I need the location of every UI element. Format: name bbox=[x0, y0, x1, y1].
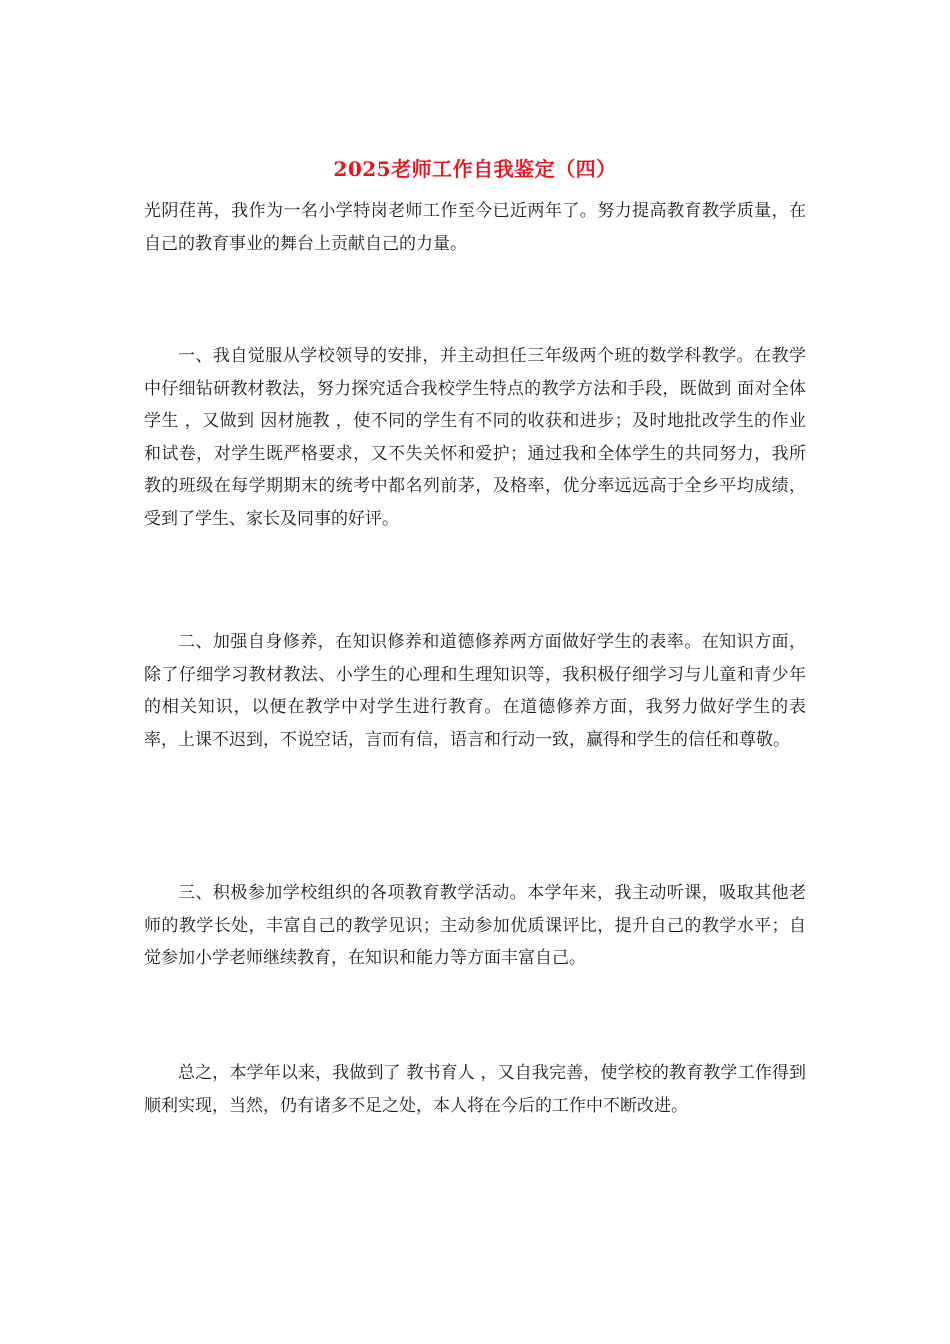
paragraph-3: 三、积极参加学校组织的各项教育教学活动。本学年来，我主动听课，吸取其他老师的教学长处，丰富自己的教学见识；主动参加优质课评比，提升自己的教学水平；自觉参加小学老师继续教育，在知识和能力等方面丰富自己。 bbox=[144, 883, 806, 968]
intro-paragraph: 光阴荏苒，我作为一名小学特岗老师工作至今已近两年了。努力提高教育教学质量，在自己的教育事业的舞台上贡献自己的力量。 bbox=[144, 201, 806, 254]
paragraph-4: 总之，本学年以来，我做到了 教书育人 ，又自我完善，使学校的教育教学工作得到顺利实现，当然，仍有诸多不足之处，本人将在今后的工作中不断改进。 bbox=[144, 1063, 806, 1116]
document-title: 2025老师工作自我鉴定（四） bbox=[333, 157, 617, 181]
paragraph-2: 二、加强自身修养，在知识修养和道德修养两方面做好学生的表率。在知识方面，除了仔细学习教材教法、小学生的心理和生理知识等，我积极仔细学习与儿童和青少年的相关知识，以便在教学中对学生进行教育。在道德修养方面，我努力做好学生的表率，上课不迟到，不说空话，言而有信，语言和行动一致，赢得和学生的信任和尊敬。 bbox=[144, 632, 806, 750]
paragraph-1: 一、我自觉服从学校领导的安排，并主动担任三年级两个班的数学科教学。在教学中仔细钻研教材教法，努力探究适合我校学生特点的教学方法和手段，既做到 面对全体学生 ，又做到 因材施教 ，使不同的学生有不同的收获和进步；及时地批改学生的作业和试卷，对学生既严格要求，又不失关怀和爱护；通过我和全体学生的共同努力，我所教的班级在每学期期末的统考中都名列前茅，及格率，优分率远远高于全乡平均成绩，受到了学生、家长及同事的好评。 bbox=[144, 346, 806, 529]
